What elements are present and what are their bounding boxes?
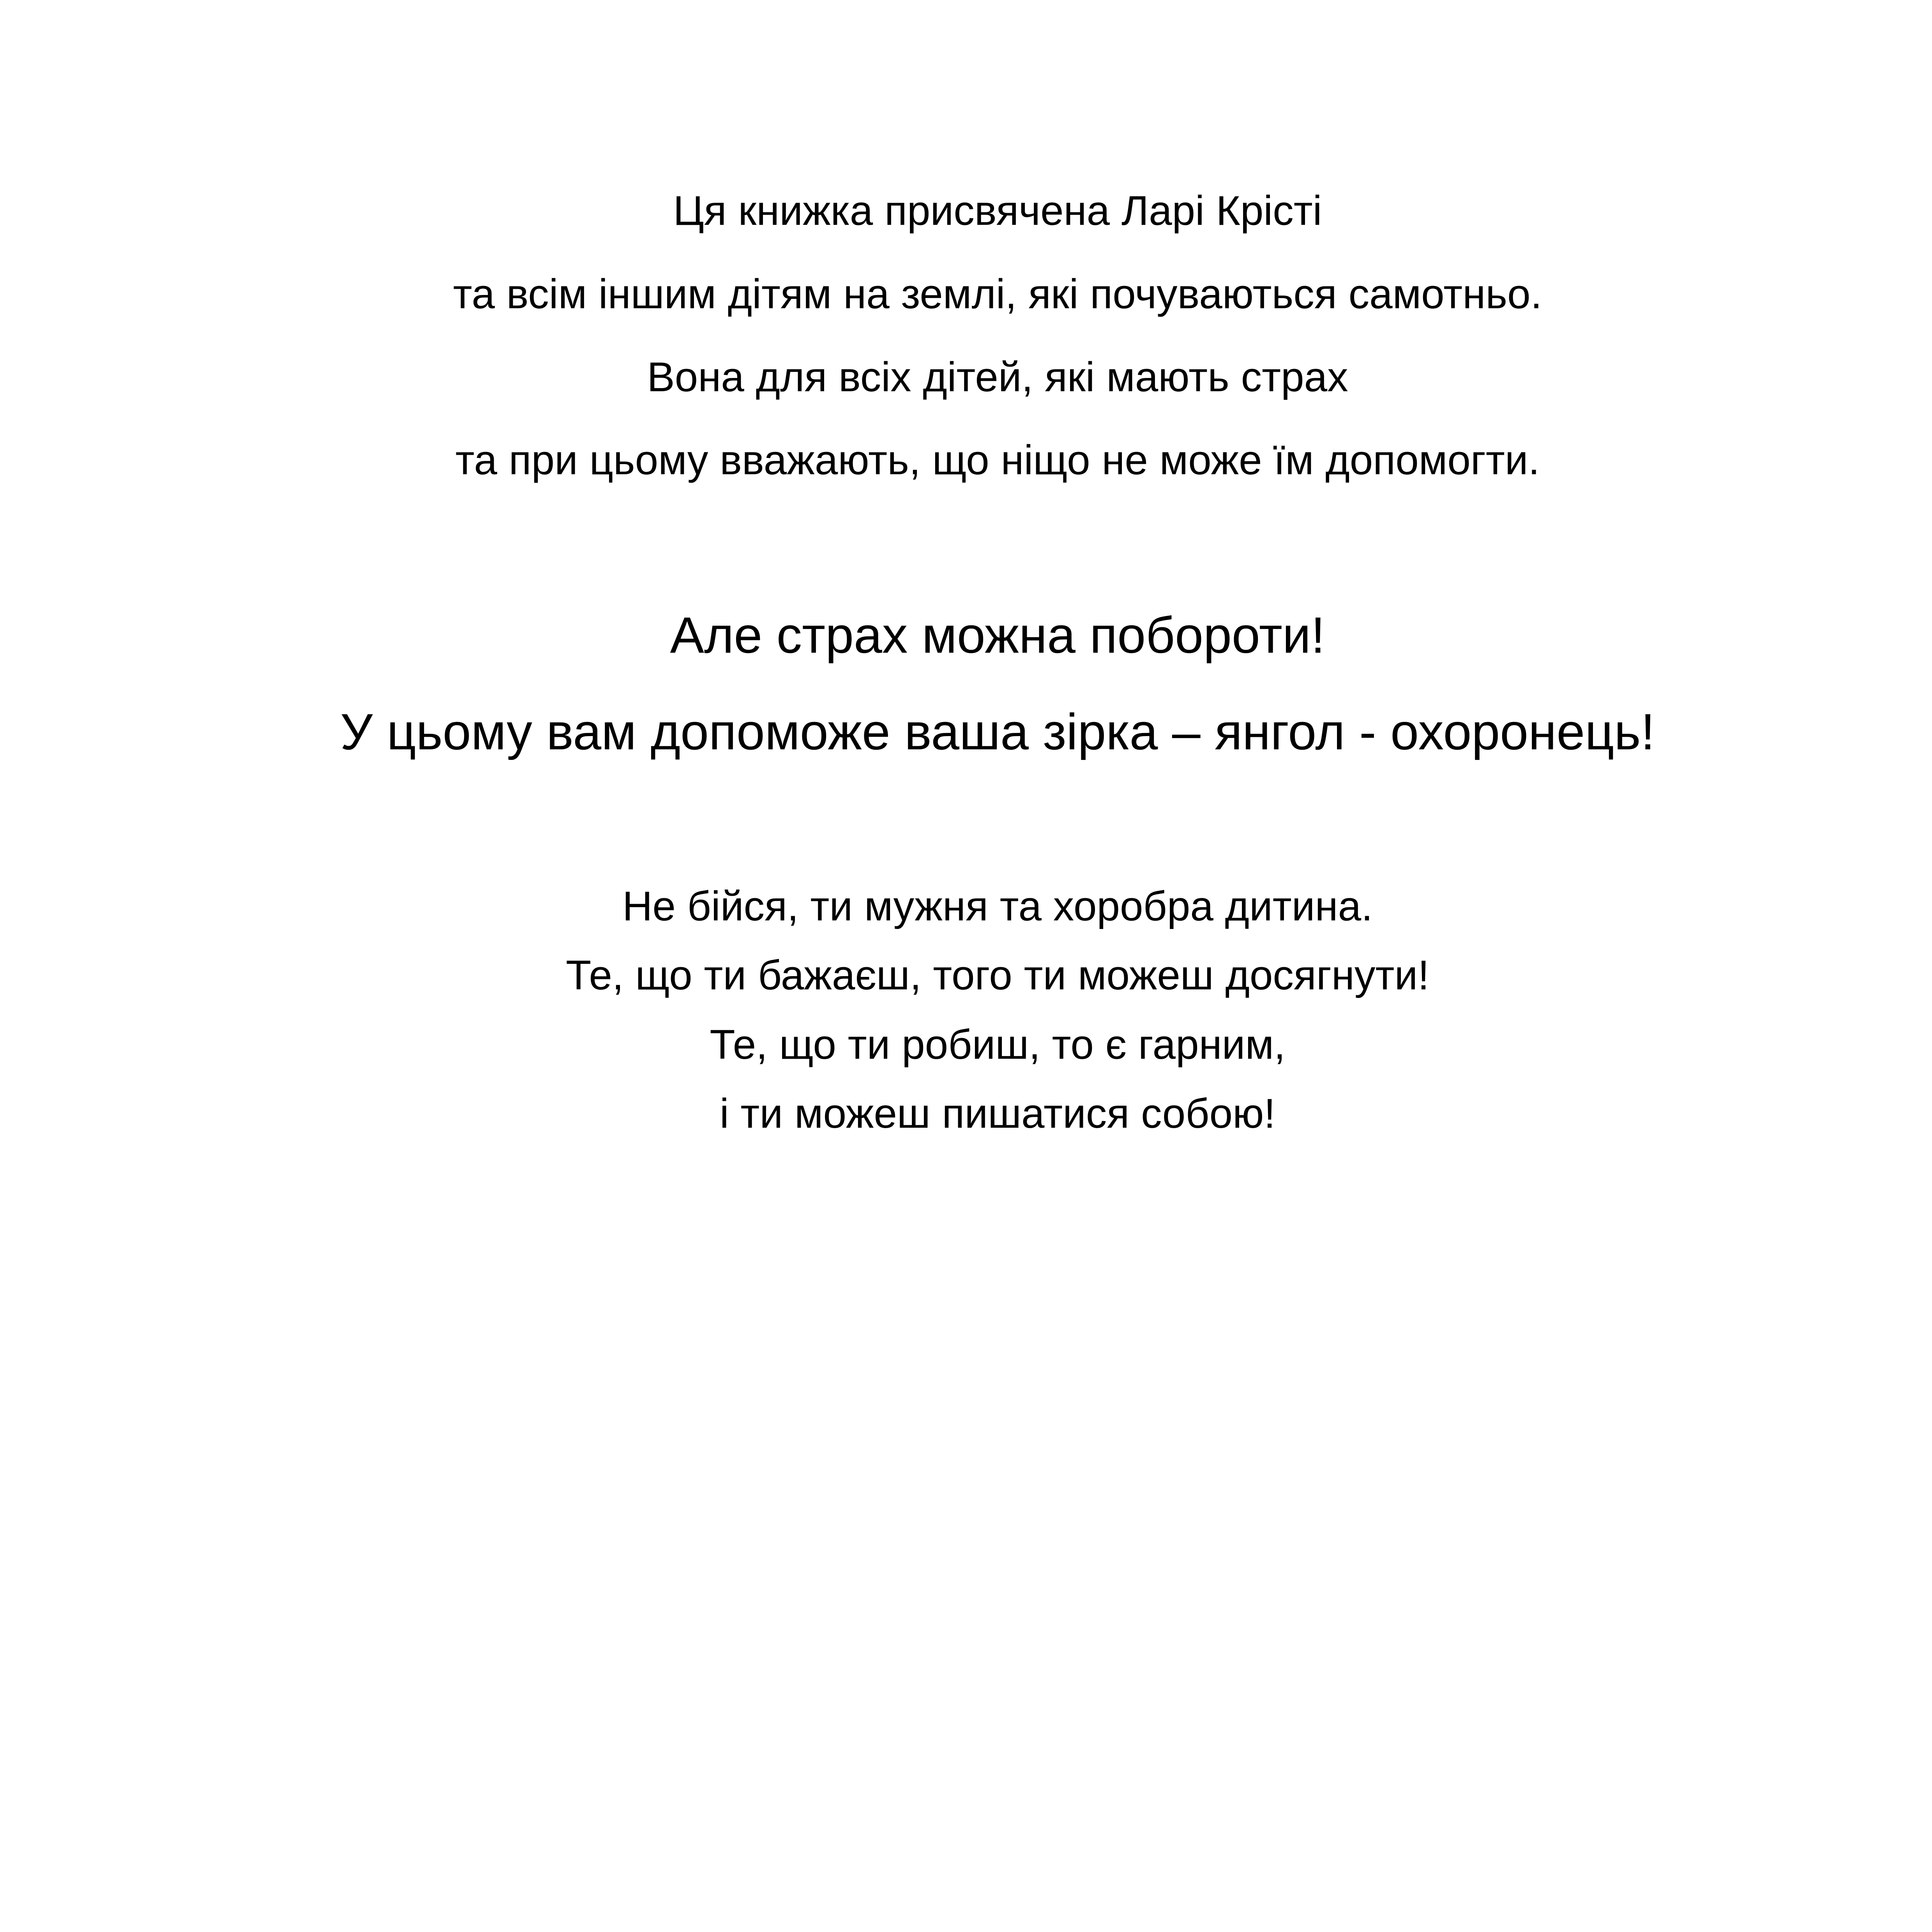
dedication-line: Вона для всіх дітей, які мають страх	[647, 353, 1348, 400]
dedication-line: Ця книжка присвячена Ларі Крісті	[673, 187, 1322, 234]
affirmation-line: У цьому вам допоможе ваша зірка – янгол - охоронець!	[340, 703, 1655, 760]
encouragement-line: Те, що ти бажаєш, того ти можеш досягнути!	[566, 952, 1429, 998]
dedication-line: та при цьому вважають, що ніщо не може їм допомогти.	[455, 436, 1540, 483]
affirmation-line: Але страх можна побороти!	[670, 606, 1325, 664]
encouragement-line: Не бійся, ти мужня та хоробра дитина.	[622, 883, 1373, 929]
dedication-line: та всім іншим дітям на землі, які почуваються самотньо.	[453, 270, 1542, 317]
encouragement-line: Те, що ти робиш, то є гарним,	[710, 1021, 1286, 1068]
encouragement-line: і ти можеш пишатися собою!	[719, 1090, 1276, 1137]
